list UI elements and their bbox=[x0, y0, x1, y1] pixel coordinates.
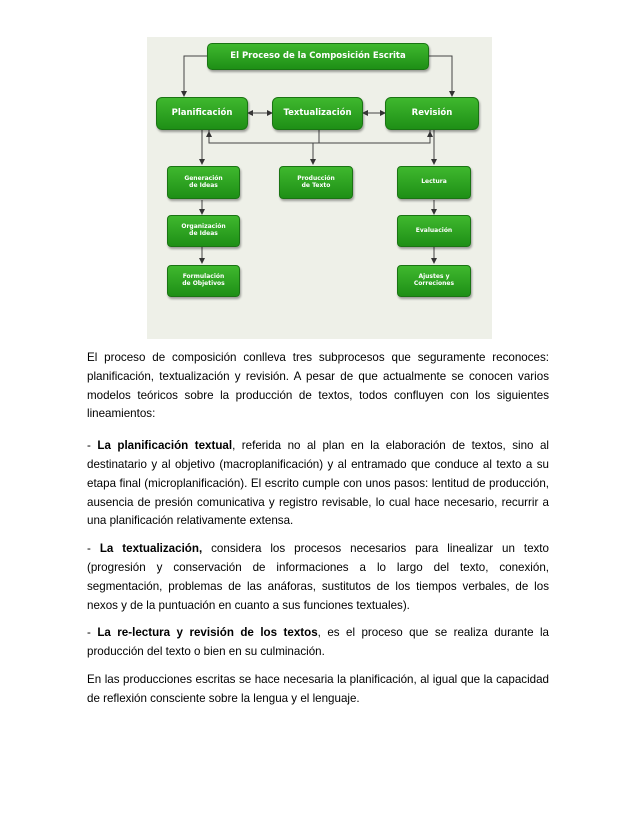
item-dash: - bbox=[87, 626, 98, 640]
intro-paragraph: El proceso de composición conlleva tres subprocesos que seguramente reconoces: planificación, textualización y revisión. A pesar de que actualmente se conocen varios modelos teóricos sobre la producción de textos, todos confluyen con los siguientes lineamientos: bbox=[87, 351, 549, 421]
planificacion-box: Planificación bbox=[156, 97, 248, 130]
organizacion-box: Organización de Ideas bbox=[167, 215, 240, 247]
textualizacion-term: La textualización, bbox=[99, 542, 203, 556]
planificacion-description: , referida no al plan en la elaboración de textos, sino al destinatario y al objetivo (macroplanificación) y al entramado que conduce al texto a su etapa final (microplanificación). El escrito cumple con unos pasos: lentitud de producción, ausencia de presión comunicativa y registro revisable, lo cual hace necesario, recurrir a una planificación relativamente extensa. bbox=[87, 439, 549, 528]
textualizacion-paragraph bbox=[87, 540, 549, 615]
lectura-box: Lectura bbox=[397, 166, 471, 199]
revision-description: , es el proceso que se realiza durante la producción del texto o bien en su culminación. bbox=[87, 626, 549, 659]
connector-title-revision bbox=[429, 56, 452, 96]
diagram-title-box: El Proceso de la Composición Escrita bbox=[207, 43, 429, 70]
evaluacion-box: Evaluación bbox=[397, 215, 471, 247]
generacion-box: Generación de Ideas bbox=[167, 166, 240, 199]
ajustes-box: Ajustes y Correciones bbox=[397, 265, 471, 297]
composition-process-diagram bbox=[147, 37, 492, 339]
closing-paragraph: En las producciones escritas se hace necesaria la planificación, al igual que la capacidad de reflexión consciente sobre la lengua y el lenguaje. bbox=[87, 672, 549, 705]
item-dash: - bbox=[87, 439, 98, 453]
body-text bbox=[87, 349, 549, 718]
revision-paragraph bbox=[87, 624, 549, 662]
planificacion-term: La planificación textual bbox=[97, 439, 233, 453]
revision-box: Revisión bbox=[385, 97, 479, 130]
item-dash: - bbox=[87, 542, 100, 556]
formulacion-box: Formulación de Objetivos bbox=[167, 265, 240, 297]
connector-title-planificacion bbox=[184, 56, 207, 96]
textualizacion-description: considera los procesos necesarios para linealizar un texto (progresión y conservación de informaciones a lo largo del texto, conexión, segmentación, problemas de las anáforas, sustitutos de los tiempos verbales, de los nexos y de la puntuación en cuanto a sus funciones textuales). bbox=[87, 542, 549, 612]
planificacion-paragraph bbox=[87, 437, 549, 531]
produccion-box: Producción de Texto bbox=[279, 166, 353, 199]
textualizacion-box: Textualización bbox=[272, 97, 363, 130]
revision-term: La re-lectura y revisión de los textos bbox=[97, 626, 318, 640]
